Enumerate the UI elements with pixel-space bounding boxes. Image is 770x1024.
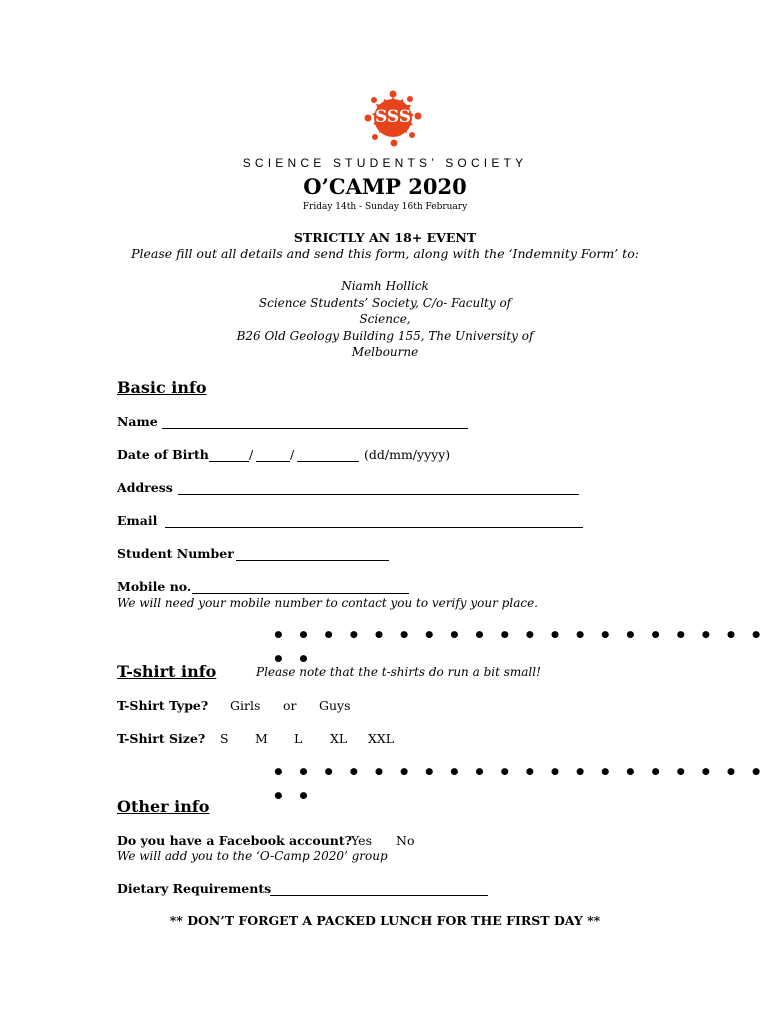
tshirt-type-girls[interactable]: Girls [230, 698, 261, 713]
mobile-label: Mobile no. [117, 579, 192, 594]
size-option-xl[interactable]: XL [330, 731, 348, 746]
name-label: Name [117, 414, 158, 429]
society-name: SCIENCE STUDENTS’ SOCIETY [242, 156, 528, 170]
tshirt-info-heading: T-shirt info [117, 662, 217, 681]
logo-text: SSS [374, 107, 412, 127]
other-info-heading: Other info [117, 797, 210, 816]
address-line: Melbourne [351, 345, 419, 359]
tshirt-size-label: T-Shirt Size? [117, 731, 206, 746]
age-notice: STRICTLY AN 18+ EVENT [293, 230, 477, 245]
sss-logo [363, 88, 423, 148]
facebook-label: Do you have a Facebook account? [117, 833, 352, 848]
facebook-no[interactable]: No [396, 833, 415, 848]
email-label: Email [117, 513, 158, 528]
dob-separator: / [249, 447, 254, 462]
dob-month-field[interactable] [256, 461, 290, 462]
address-line: Science Students’ Society, C/o- Faculty of [258, 296, 512, 310]
dob-label: Date of Birth [117, 447, 209, 462]
facebook-note: We will add you to the ‘O-Camp 2020’ group [117, 849, 388, 863]
section-separator: • • • • • • • • • • • • • • • • • • • • • • [272, 760, 766, 808]
address-line: Niamh Hollick [341, 279, 429, 293]
lunch-reminder: ** DON’T FORGET A PACKED LUNCH FOR THE FIRST DAY ** [169, 913, 601, 928]
address-label: Address [117, 480, 173, 495]
email-field[interactable] [165, 527, 583, 528]
student-number-label: Student Number [117, 546, 234, 561]
dob-separator: / [290, 447, 295, 462]
address-field[interactable] [178, 494, 579, 495]
mobile-field[interactable] [192, 593, 409, 594]
dob-year-field[interactable] [297, 461, 359, 462]
size-option-xxl[interactable]: XXL [368, 731, 395, 746]
instruction-text: Please fill out all details and send this form, along with the ‘Indemnity Form’ to: [131, 246, 639, 261]
address-line: Science, [359, 312, 411, 326]
facebook-yes[interactable]: Yes [351, 833, 372, 848]
tshirt-type-label: T-Shirt Type? [117, 698, 209, 713]
tshirt-type-or: or [283, 698, 297, 713]
size-option-l[interactable]: L [294, 731, 303, 746]
dob-day-field[interactable] [209, 461, 249, 462]
mobile-note: We will need your mobile number to contact you to verify your place. [117, 596, 538, 610]
name-field[interactable] [162, 428, 468, 429]
event-title: O’CAMP 2020 [303, 174, 467, 199]
event-dates: Friday 14th - Sunday 16th February [302, 202, 468, 212]
size-option-s[interactable]: S [220, 731, 229, 746]
dob-format-hint: (dd/mm/yyyy) [364, 447, 451, 462]
size-option-m[interactable]: M [255, 731, 268, 746]
tshirt-type-guys[interactable]: Guys [319, 698, 351, 713]
address-line: B26 Old Geology Building 155, The University of [236, 329, 534, 343]
section-separator: • • • • • • • • • • • • • • • • • • • • • • [272, 623, 766, 671]
dietary-label: Dietary Requirements [117, 881, 272, 896]
student-number-field[interactable] [236, 560, 389, 561]
dietary-field[interactable] [270, 895, 488, 896]
tshirt-note: Please note that the t-shirts do run a bit small! [256, 665, 541, 679]
basic-info-heading: Basic info [117, 378, 207, 397]
